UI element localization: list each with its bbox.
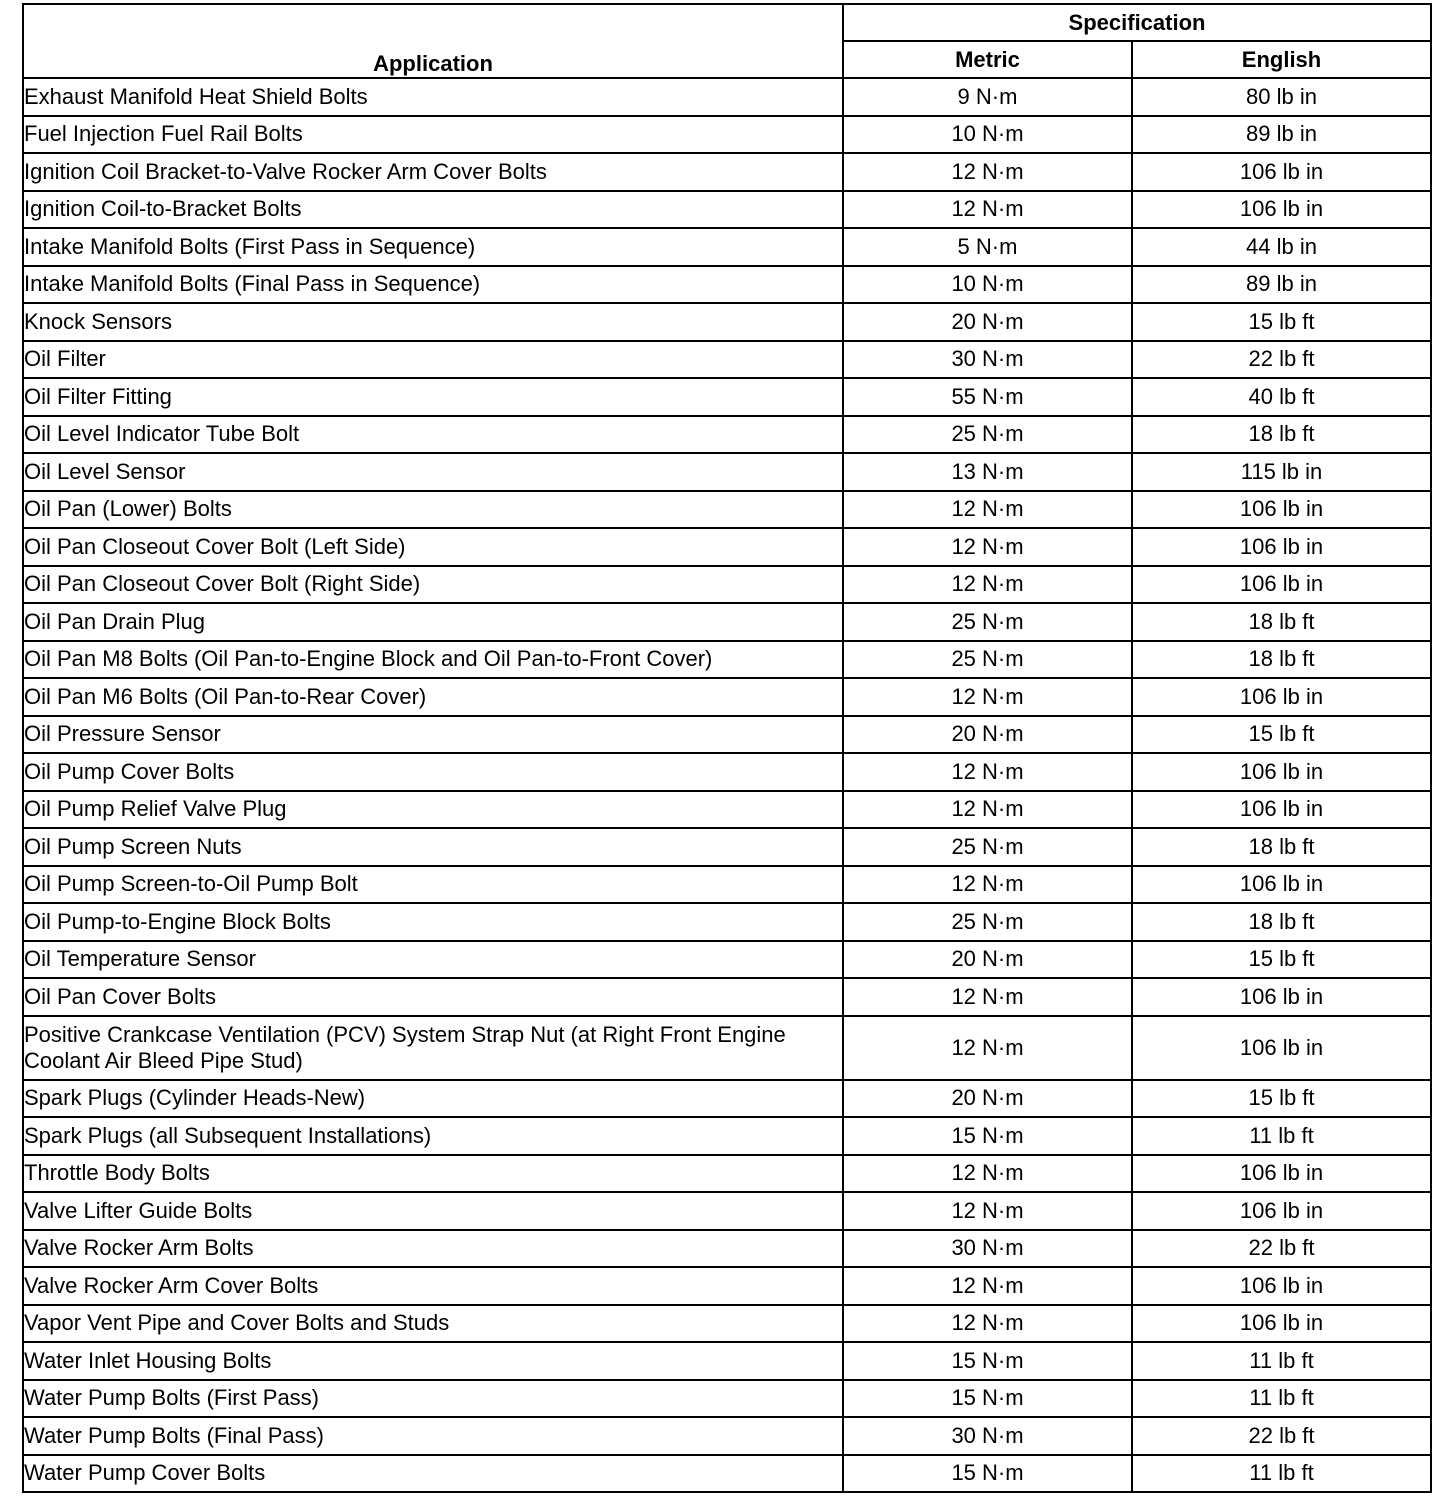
table-row <box>23 1305 1431 1343</box>
header-application: Application <box>23 4 843 78</box>
cell-english: 15 lb ft <box>1132 303 1431 341</box>
cell-application: Intake Manifold Bolts (First Pass in Sequence) <box>23 228 843 266</box>
table-row <box>23 978 1431 1016</box>
cell-english: 106 lb in <box>1132 153 1431 191</box>
header-specification: Specification <box>843 4 1431 41</box>
table-row <box>23 453 1431 491</box>
cell-application: Oil Pressure Sensor <box>23 716 843 754</box>
cell-application: Positive Crankcase Ventilation (PCV) System Strap Nut (at Right Front Engine Coolant Air Bleed Pipe Stud) <box>23 1016 843 1080</box>
table-row <box>23 528 1431 566</box>
table-row <box>23 491 1431 529</box>
cell-application: Water Inlet Housing Bolts <box>23 1342 843 1380</box>
table-row <box>23 1230 1431 1268</box>
table-row <box>23 678 1431 716</box>
cell-application: Knock Sensors <box>23 303 843 341</box>
cell-metric: 12 N·m <box>843 1155 1132 1193</box>
cell-metric: 30 N·m <box>843 341 1132 379</box>
cell-application: Oil Level Indicator Tube Bolt <box>23 416 843 454</box>
cell-english: 106 lb in <box>1132 1155 1431 1193</box>
cell-metric: 9 N·m <box>843 78 1132 116</box>
cell-metric: 55 N·m <box>843 378 1132 416</box>
cell-english: 106 lb in <box>1132 528 1431 566</box>
cell-metric: 20 N·m <box>843 1080 1132 1118</box>
cell-metric: 15 N·m <box>843 1117 1132 1155</box>
table-row <box>23 228 1431 266</box>
table-row <box>23 1016 1431 1080</box>
cell-application: Throttle Body Bolts <box>23 1155 843 1193</box>
cell-metric: 12 N·m <box>843 191 1132 229</box>
cell-application: Oil Pan Cover Bolts <box>23 978 843 1016</box>
cell-english: 89 lb in <box>1132 266 1431 304</box>
cell-metric: 20 N·m <box>843 941 1132 979</box>
table-row <box>23 191 1431 229</box>
cell-application: Oil Pan M6 Bolts (Oil Pan-to-Rear Cover) <box>23 678 843 716</box>
cell-metric: 12 N·m <box>843 791 1132 829</box>
cell-metric: 12 N·m <box>843 1267 1132 1305</box>
cell-application: Water Pump Cover Bolts <box>23 1455 843 1493</box>
cell-english: 106 lb in <box>1132 753 1431 791</box>
table-row <box>23 866 1431 904</box>
cell-english: 18 lb ft <box>1132 828 1431 866</box>
table-row <box>23 566 1431 604</box>
cell-metric: 12 N·m <box>843 1192 1132 1230</box>
cell-metric: 15 N·m <box>843 1455 1132 1493</box>
table-row <box>23 791 1431 829</box>
cell-application: Exhaust Manifold Heat Shield Bolts <box>23 78 843 116</box>
cell-metric: 25 N·m <box>843 641 1132 679</box>
table-row <box>23 1117 1431 1155</box>
cell-application: Oil Pan M8 Bolts (Oil Pan-to-Engine Block and Oil Pan-to-Front Cover) <box>23 641 843 679</box>
cell-application: Oil Filter Fitting <box>23 378 843 416</box>
cell-application: Water Pump Bolts (First Pass) <box>23 1380 843 1418</box>
table-row <box>23 116 1431 154</box>
cell-application: Oil Filter <box>23 341 843 379</box>
table-row <box>23 1380 1431 1418</box>
cell-application: Oil Pump Relief Valve Plug <box>23 791 843 829</box>
cell-application: Oil Pump Screen-to-Oil Pump Bolt <box>23 866 843 904</box>
table-row <box>23 1342 1431 1380</box>
cell-application: Vapor Vent Pipe and Cover Bolts and Studs <box>23 1305 843 1343</box>
table-row <box>23 1455 1431 1493</box>
table-row <box>23 716 1431 754</box>
cell-metric: 12 N·m <box>843 753 1132 791</box>
cell-metric: 12 N·m <box>843 528 1132 566</box>
cell-metric: 25 N·m <box>843 903 1132 941</box>
cell-english: 18 lb ft <box>1132 641 1431 679</box>
cell-english: 106 lb in <box>1132 191 1431 229</box>
table-row <box>23 1267 1431 1305</box>
cell-metric: 12 N·m <box>843 491 1132 529</box>
cell-metric: 12 N·m <box>843 866 1132 904</box>
cell-english: 106 lb in <box>1132 1305 1431 1343</box>
cell-english: 115 lb in <box>1132 453 1431 491</box>
table-row <box>23 266 1431 304</box>
cell-application: Oil Level Sensor <box>23 453 843 491</box>
cell-metric: 20 N·m <box>843 303 1132 341</box>
cell-metric: 15 N·m <box>843 1380 1132 1418</box>
cell-metric: 15 N·m <box>843 1342 1132 1380</box>
cell-metric: 10 N·m <box>843 116 1132 154</box>
cell-english: 18 lb ft <box>1132 416 1431 454</box>
cell-metric: 10 N·m <box>843 266 1132 304</box>
table-row <box>23 1155 1431 1193</box>
cell-application: Ignition Coil Bracket-to-Valve Rocker Arm Cover Bolts <box>23 153 843 191</box>
cell-english: 89 lb in <box>1132 116 1431 154</box>
cell-metric: 20 N·m <box>843 716 1132 754</box>
cell-english: 11 lb ft <box>1132 1117 1431 1155</box>
cell-english: 15 lb ft <box>1132 1080 1431 1118</box>
cell-metric: 5 N·m <box>843 228 1132 266</box>
cell-english: 22 lb ft <box>1132 1230 1431 1268</box>
table-row <box>23 341 1431 379</box>
table-header <box>23 4 1431 78</box>
cell-english: 18 lb ft <box>1132 903 1431 941</box>
cell-english: 18 lb ft <box>1132 603 1431 641</box>
table-row <box>23 1192 1431 1230</box>
cell-english: 106 lb in <box>1132 1267 1431 1305</box>
cell-english: 106 lb in <box>1132 978 1431 1016</box>
table-row <box>23 378 1431 416</box>
cell-metric: 25 N·m <box>843 603 1132 641</box>
cell-application: Oil Pan Drain Plug <box>23 603 843 641</box>
cell-english: 11 lb ft <box>1132 1380 1431 1418</box>
cell-application: Oil Pan Closeout Cover Bolt (Right Side) <box>23 566 843 604</box>
cell-english: 40 lb ft <box>1132 378 1431 416</box>
cell-metric: 12 N·m <box>843 978 1132 1016</box>
table-row <box>23 1417 1431 1455</box>
table-row <box>23 828 1431 866</box>
cell-application: Fuel Injection Fuel Rail Bolts <box>23 116 843 154</box>
cell-application: Oil Pump-to-Engine Block Bolts <box>23 903 843 941</box>
cell-application: Oil Pump Screen Nuts <box>23 828 843 866</box>
cell-english: 106 lb in <box>1132 678 1431 716</box>
table-row <box>23 903 1431 941</box>
table-row <box>23 941 1431 979</box>
cell-application: Valve Rocker Arm Cover Bolts <box>23 1267 843 1305</box>
cell-metric: 13 N·m <box>843 453 1132 491</box>
cell-metric: 25 N·m <box>843 416 1132 454</box>
table-body <box>23 78 1431 1492</box>
cell-application: Oil Pan Closeout Cover Bolt (Left Side) <box>23 528 843 566</box>
cell-english: 44 lb in <box>1132 228 1431 266</box>
cell-application: Valve Lifter Guide Bolts <box>23 1192 843 1230</box>
cell-english: 11 lb ft <box>1132 1342 1431 1380</box>
cell-metric: 30 N·m <box>843 1230 1132 1268</box>
cell-english: 22 lb ft <box>1132 1417 1431 1455</box>
cell-application: Oil Pump Cover Bolts <box>23 753 843 791</box>
cell-metric: 12 N·m <box>843 1016 1132 1080</box>
cell-english: 106 lb in <box>1132 566 1431 604</box>
header-english: English <box>1132 41 1431 78</box>
cell-english: 106 lb in <box>1132 1016 1431 1080</box>
cell-application: Valve Rocker Arm Bolts <box>23 1230 843 1268</box>
table-row <box>23 753 1431 791</box>
cell-metric: 30 N·m <box>843 1417 1132 1455</box>
cell-english: 106 lb in <box>1132 866 1431 904</box>
cell-application: Intake Manifold Bolts (Final Pass in Sequence) <box>23 266 843 304</box>
cell-metric: 12 N·m <box>843 1305 1132 1343</box>
cell-metric: 25 N·m <box>843 828 1132 866</box>
cell-english: 15 lb ft <box>1132 941 1431 979</box>
cell-metric: 12 N·m <box>843 153 1132 191</box>
cell-english: 106 lb in <box>1132 791 1431 829</box>
cell-application: Spark Plugs (all Subsequent Installations) <box>23 1117 843 1155</box>
cell-application: Oil Pan (Lower) Bolts <box>23 491 843 529</box>
cell-application: Oil Temperature Sensor <box>23 941 843 979</box>
header-metric: Metric <box>843 41 1132 78</box>
cell-application: Water Pump Bolts (Final Pass) <box>23 1417 843 1455</box>
table-row <box>23 641 1431 679</box>
table-row <box>23 153 1431 191</box>
cell-english: 106 lb in <box>1132 491 1431 529</box>
table-row <box>23 603 1431 641</box>
table-row <box>23 416 1431 454</box>
cell-metric: 12 N·m <box>843 566 1132 604</box>
table-row <box>23 303 1431 341</box>
table-row <box>23 1080 1431 1118</box>
cell-english: 11 lb ft <box>1132 1455 1431 1493</box>
cell-application: Ignition Coil-to-Bracket Bolts <box>23 191 843 229</box>
cell-english: 22 lb ft <box>1132 341 1431 379</box>
cell-english: 106 lb in <box>1132 1192 1431 1230</box>
cell-english: 80 lb in <box>1132 78 1431 116</box>
cell-english: 15 lb ft <box>1132 716 1431 754</box>
cell-application: Spark Plugs (Cylinder Heads-New) <box>23 1080 843 1118</box>
table-row <box>23 78 1431 116</box>
torque-spec-table <box>22 3 1432 1493</box>
cell-metric: 12 N·m <box>843 678 1132 716</box>
